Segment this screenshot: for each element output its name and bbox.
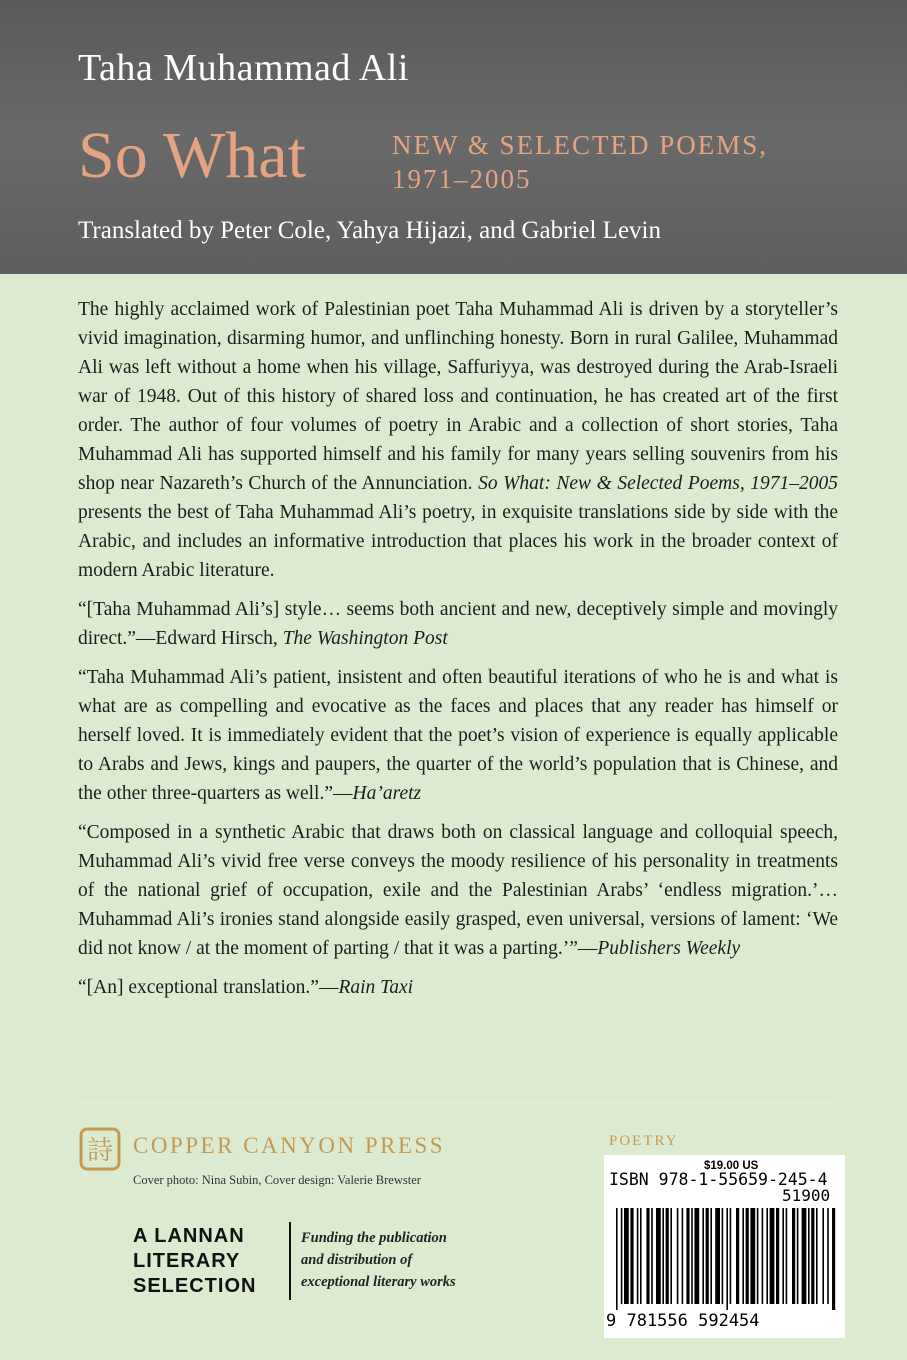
description-book-title: So What: New & Selected Poems, 1971–2005 (478, 473, 838, 494)
barcode-bar (670, 1208, 672, 1304)
barcode-bar (832, 1208, 835, 1310)
barcode-bar (640, 1208, 642, 1304)
barcode-bar (630, 1208, 633, 1304)
book-category: POETRY (609, 1133, 679, 1149)
copper-canyon-logo-icon (78, 1126, 122, 1172)
barcode-bar (742, 1208, 744, 1304)
book-description (78, 295, 838, 585)
cover-header (0, 0, 907, 274)
lannan-line-1: A LANNAN (133, 1225, 245, 1247)
barcode-bar (746, 1208, 749, 1304)
barcode-bar (782, 1208, 784, 1304)
review-quote (78, 818, 838, 963)
barcode-bar (822, 1208, 824, 1304)
barcode-bar (816, 1208, 818, 1304)
lannan-line-3: SELECTION (133, 1275, 257, 1297)
barcode-bar (616, 1208, 618, 1310)
ean-number: 9 781556 592454 (606, 1311, 760, 1331)
book-title: So What (78, 119, 306, 192)
barcode-bar (666, 1208, 669, 1304)
barcode-bar (677, 1208, 679, 1304)
barcode-bar (710, 1208, 712, 1304)
lannan-divider (289, 1222, 291, 1300)
barcode-bar (726, 1208, 728, 1310)
barcode-bar (770, 1208, 775, 1304)
barcode-bar (656, 1208, 661, 1304)
lannan-line-2: LITERARY (133, 1250, 241, 1272)
review-text: “Composed in a synthetic Arabic that draws both on classical language and colloquial speech, Muhammad Ali’s vivid free verse conveys the moody resilience of his personality in treatments of the national grief of occupation, exile and the Palestinian Arabs’ ‘endless migration.’… Muhammad Ali’s ironies stand alongside easily grasped, even universal, versions of lament: ‘We did not know / at the moment of parting / that it was a parting.’”— (78, 822, 838, 959)
review-quote (78, 973, 838, 1002)
barcode-bar (792, 1208, 795, 1304)
price-label: $19.00 US (704, 1160, 759, 1172)
barcode-bar (762, 1208, 764, 1304)
review-source: Publishers Weekly (597, 938, 741, 959)
subtitle-line-2: 1971–2005 (392, 164, 532, 194)
barcode-bar (722, 1208, 724, 1304)
barcode-bar (621, 1208, 623, 1304)
book-subtitle (392, 128, 768, 196)
barcode-bar (646, 1208, 649, 1304)
description-text-a: The highly acclaimed work of Palestinian poet Taha Muhammad Ali is driven by a storyteller’s vivid imagination, disarming humor, and unflinching honesty. Born in rural Galilee, Muhammad Ali was left without a home when his village, Saffuriyya, was destroyed during the Arab-Israeli war of 1948. Out of this history of shared loss and continuation, he has created art of the first order. The author of four volumes of poetry in Arabic and a collection of short stories, Taha Muhammad Ali has supported himself and his family for many years selling souvenirs from his shop near Nazareth’s Church of the Annunciation. (78, 299, 838, 494)
barcode-bar (757, 1208, 759, 1304)
review-source: Ha’aretz (352, 783, 422, 804)
barcode-icon (616, 1208, 840, 1310)
barcode-bar (706, 1208, 709, 1304)
back-cover-text (78, 295, 838, 1012)
barcode-bar (808, 1208, 810, 1304)
footer-divider (78, 1103, 835, 1104)
lannan-tagline-3: exceptional literary works (301, 1274, 456, 1290)
barcode-bar (651, 1208, 653, 1304)
lannan-tagline-1: Funding the publication (301, 1230, 447, 1246)
cover-credits: Cover photo: Nina Subin, Cover design: Valerie Brewster (133, 1173, 421, 1187)
barcode-bar (750, 1208, 755, 1304)
barcode-bar (802, 1208, 807, 1304)
barcode-bar (827, 1208, 829, 1304)
barcode-bar (702, 1208, 704, 1304)
translators-credit: Translated by Peter Cole, Yahya Hijazi, and Gabriel Levin (78, 217, 661, 244)
barcode-bar (715, 1208, 720, 1304)
subtitle-line-1: NEW & SELECTED POEMS, (392, 130, 769, 160)
barcode-bar (686, 1208, 689, 1304)
description-text-b: presents the best of Taha Muhammad Ali’s poetry, in exquisite translations side by side with the Arabic, and includes an informative introduction that places his work in the broader context of modern Arabic literature. (78, 502, 838, 581)
lannan-logo (133, 1224, 283, 1299)
review-text: “Taha Muhammad Ali’s patient, insistent and often beautiful iterations of who he is and what is what are as compelling and evocative as the faces and places that any reader has himself or herself loved. It is immediately evident that the poet’s vision of experience is equally applicable to Arabs and Jews, kings and paupers, the quarter of the world’s population that is Chinese, and the other three-quarters as well.”— (78, 667, 838, 804)
barcode-bar (776, 1208, 779, 1304)
author-name: Taha Muhammad Ali (78, 47, 409, 89)
review-text: “[An] exceptional translation.”— (78, 977, 339, 998)
isbn-number: ISBN 978-1-55659-245-4 (609, 1170, 828, 1189)
review-quote (78, 663, 838, 808)
barcode-bar (624, 1208, 629, 1304)
lannan-tagline (301, 1227, 521, 1293)
barcode-bar (766, 1208, 768, 1304)
review-quote (78, 595, 838, 653)
lannan-tagline-2: and distribution of (301, 1252, 413, 1268)
barcode-bar (811, 1208, 814, 1304)
barcode-bar (736, 1208, 739, 1304)
barcode-bar (691, 1208, 693, 1304)
barcode-bar (694, 1208, 699, 1304)
barcode-bar (682, 1208, 684, 1304)
barcode-bar (786, 1208, 788, 1304)
review-source: Rain Taxi (338, 977, 414, 998)
press-logo-glyph: 詩 (86, 1136, 114, 1166)
price-code: 51900 (782, 1186, 831, 1205)
review-text: “[Taha Muhammad Ali’s] style… seems both ancient and new, deceptively simple and movingly direct.”—Edward Hirsch, (78, 599, 838, 649)
barcode-bar (797, 1208, 799, 1304)
barcode-bar (637, 1208, 639, 1304)
publisher-name: COPPER CANYON PRESS (133, 1133, 446, 1158)
barcode-bar (730, 1208, 732, 1304)
barcode-bar (662, 1208, 664, 1304)
review-source: The Washington Post (282, 628, 448, 649)
